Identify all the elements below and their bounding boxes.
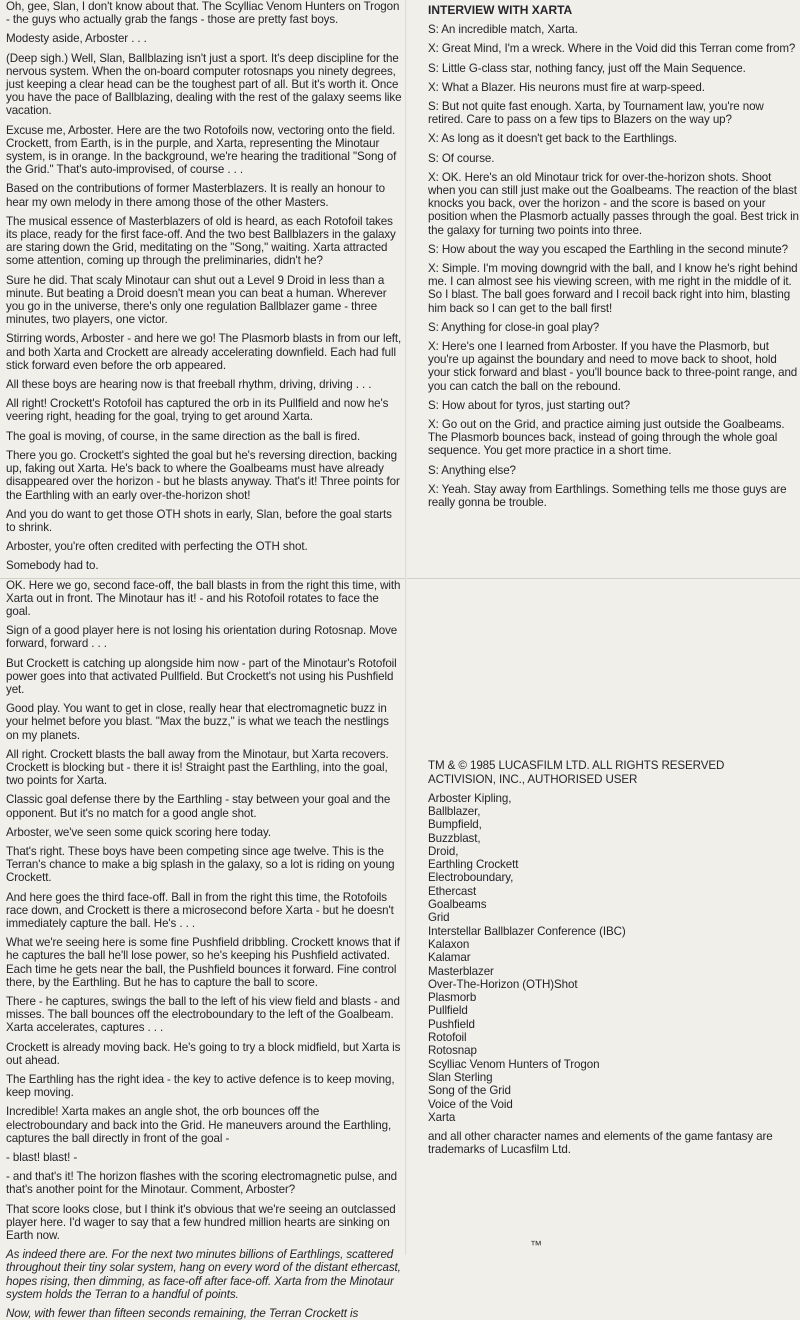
commentary-paragraph: - blast! blast! -: [6, 1151, 78, 1165]
trademark-item: Pullfield: [428, 1004, 468, 1018]
commentary-paragraph: The goal is moving, of course, in the same direction as the ball is fired.: [6, 429, 361, 443]
interview-column: [428, 0, 800, 1255]
trademark-item: Slan Sterling: [428, 1070, 493, 1084]
commentary-paragraph: Based on the contributions of former Masterblazers. It is really an honour to hear my own melody in there among those of the other Masters.: [6, 182, 385, 209]
commentary-paragraph: Excuse me, Arboster. Here are the two Rotofoils now, vectoring onto the field. Crockett, from Earth, is in the purple, and Xarta, representing the Minotaur system, is in orange. In the background, we're hearing the traditional "Song of the Grid." That's auto-improvised, of course . . .: [6, 123, 397, 177]
trademark-item: Scylliac Venom Hunters of Trogon: [428, 1057, 600, 1071]
copyright-block: [428, 759, 800, 1156]
trademark-item: Earthling Crockett: [428, 858, 519, 872]
commentary-paragraph: Oh, gee, Slan, I don't know about that. The Scylliac Venom Hunters on Trogon - the guys who actually grab the fangs - those are pretty fast boys.: [6, 0, 400, 27]
trademark-list: [428, 792, 800, 1124]
trademark-item: Kalamar: [428, 951, 471, 965]
commentary-paragraph: Sign of a good player here is not losing his orientation during Rotosnap. Move forward, forward . . .: [6, 624, 398, 651]
interview-paragraph: S: But not quite fast enough. Xarta, by Tournament law, you're now retired. Care to pass on a few tips to Blazers on the way up?: [428, 100, 764, 127]
trademark-item: Droid,: [428, 844, 459, 858]
interview-paragraph: X: Great Mind, I'm a wreck. Where in the Void did this Terran come from?: [428, 42, 796, 56]
footer-trademark-mark: ™: [530, 1238, 542, 1252]
final-partial-paragraph: Now, with fewer than fifteen seconds remaining, the Terran Crockett is: [6, 1307, 359, 1320]
commentary-paragraph: There - he captures, swings the ball to the left of his view field and blasts - and misses. The ball bounces off the electroboundary to the left of the Goalbeam. Xarta accelerates, captures . . .: [6, 995, 400, 1035]
copyright-line-1: TM & © 1985 LUCASFILM LTD. ALL RIGHTS RESERVED: [428, 759, 725, 773]
trademark-item: Interstellar Ballblazer Conference (IBC): [428, 924, 626, 938]
trademark-closing: and all other character names and elements of the game fantasy are trademarks of Lucasfilm Ltd.: [428, 1130, 773, 1157]
interview-paragraph: X: Here's one I learned from Arboster. If you have the Plasmorb, but you're up against the boundary and need to move back to shoot, hold your stick forward and blast - you'll bounce back to three-point range, and you can catch the ball on the rebound.: [428, 340, 798, 393]
commentary-paragraph: (Deep sigh.) Well, Slan, Ballblazing isn't just a sport. It's deep discipline for the nervous system. When the on-board computer rotosnaps you ninety degrees, just keeping a clear head can be the toughest part of all. But it's worth it. Once you have the pace of Ballblazing, dealing with the rest of the galaxy seems like vacation.: [6, 51, 402, 118]
interview-paragraph: S: Little G-class star, nothing fancy, just off the Main Sequence.: [428, 61, 746, 75]
copyright-line-2: ACTIVISION, INC., AUTHORISED USER: [428, 772, 638, 786]
interview-paragraph: S: An incredible match, Xarta.: [428, 23, 578, 37]
commentary-paragraph: Arboster, you're often credited with perfecting the OTH shot.: [6, 540, 308, 554]
italic-paragraph: As indeed there are. For the next two minutes billions of Earthlings, scattered throughout their tiny solar system, hang on every word of the distant ethercast, hopes rising, then dimming, as face-off after face-off. Xarta from the Minotaur system holds the Terran to a handful of points.: [6, 1248, 401, 1301]
commentary-paragraph: And here goes the third face-off. Ball in from the right this time, the Rotofoils race down, and Crockett is there a microsecond before Xarta - but he doesn't immediately capture the ball. He's . . .: [6, 890, 394, 930]
trademark-item: Song of the Grid: [428, 1084, 511, 1098]
commentary-paragraph: Classic goal defense there by the Earthling - stay between your goal and the opponent. But it's no match for a good angle shot.: [6, 793, 391, 820]
commentary-column: [6, 0, 404, 1320]
commentary-paragraph: Modesty aside, Arboster . . .: [6, 32, 147, 46]
column-fold: [405, 0, 407, 1255]
trademark-item: Buzzblast,: [428, 831, 481, 845]
trademark-item: Bumpfield,: [428, 818, 482, 832]
interview-paragraph: S: How about the way you escaped the Earthling in the second minute?: [428, 242, 788, 256]
commentary-paragraph: All right. Crockett blasts the ball away from the Minotaur, but Xarta recovers. Crockett is blocking but - there it is! Straight past the Earthling, into the goal, two points for Xarta.: [6, 747, 389, 788]
commentary-paragraph: The Earthling has the right idea - the key to active defence is to keep moving, keep moving.: [6, 1073, 395, 1100]
trademark-item: Rotofoil: [428, 1031, 467, 1045]
commentary-paragraph: OK. Here we go, second face-off, the ball blasts in from the right this time, with Xarta out in front. The Minotaur has it! - and his Rotofoil rotates to face the goal.: [6, 578, 401, 618]
interview-paragraph: X: OK. Here's an old Minotaur trick for over-the-horizon shots. Shoot when you can still just make out the Goalbeams. The reaction of the blast knocks you back, over the horizon - and the score is based on your position when the Plasmorb actually passes through the goal. Best trick in the galaxy for turning two points into three.: [428, 170, 799, 237]
interview-paragraph: X: As long as it doesn't get back to the Earthlings.: [428, 132, 678, 146]
trademark-item: Ethercast: [428, 884, 477, 898]
trademark-item: Plasmorb: [428, 991, 477, 1005]
interview-paragraph: X: What a Blazer. His neurons must fire at warp-speed.: [428, 80, 705, 94]
trademark-item: Electroboundary,: [428, 871, 514, 885]
interview-paragraph: S: Anything else?: [428, 463, 516, 477]
trademark-item: Kalaxon: [428, 937, 470, 951]
commentary-paragraph: Arboster, we've seen some quick scoring here today.: [6, 825, 271, 839]
commentary-paragraph: What we're seeing here is some fine Pushfield dribbling. Crockett knows that if he captures the ball he'll lose power, so he's keeping his Pushfield activated. Each time he gets near the ball, the Pushfield bounces it forward. Fine control there, by the Earthling. But he has to capture the ball to score.: [6, 936, 400, 989]
commentary-paragraph: There you go. Crockett's sighted the goal but he's reversing direction, backing up, faking out Xarta. He's back to where the Goalbeams must have already disappeared over the horizon - but he blasts anyway. That's it! Three points for the Earthling with an early over-the-horizon shot!: [6, 448, 400, 502]
trademark-item: Over-The-Horizon (OTH)Shot: [428, 977, 578, 991]
trademark-item: Masterblazer: [428, 964, 494, 978]
commentary-paragraph: And you do want to get those OTH shots in early, Slan, before the goal starts to shrink.: [6, 507, 392, 534]
trademark-item: Xarta: [428, 1110, 456, 1124]
trademark-item: Grid: [428, 911, 450, 925]
commentary-paragraph: Somebody had to.: [6, 559, 99, 573]
trademark-item: Ballblazer,: [428, 805, 481, 818]
commentary-paragraph: Sure he did. That scaly Minotaur can shut out a Level 9 Droid in less than a minute. But beating a Droid doesn't mean you can beat a human. Wherever you go in the universe, there's only one regulation Ballblazer game - three minutes, two players, one victor.: [6, 273, 387, 327]
commentary-paragraph: But Crockett is catching up alongside him now - part of the Minotaur's Rotofoil power goes into that activated Pullfield. But Crockett's not using his Pushfield yet.: [6, 656, 397, 696]
interview-paragraph: X: Simple. I'm moving downgrid with the ball, and I know he's right behind me. I can almost see his viewing screen, with me right in the middle of it. So I blast. The ball goes forward and I recoil back right into him, blasting him back so I can get to the ball first!: [428, 262, 798, 315]
trademark-item: Voice of the Void: [428, 1097, 513, 1111]
commentary-paragraph: Good play. You want to get in close, really hear that electromagnetic buzz in your helmet before you blast. "Max the buzz," is what we teach the nestlings on my planets.: [6, 702, 389, 742]
commentary-paragraph: The musical essence of Masterblazers of old is heard, as each Rotofoil takes its place, ready for the first face-off. And the two best Ballblazers in the galaxy are staring down the Grid, meditating on the "Song," waiting. Xarta attracted some attention, coming up through the preliminaries, didn't he?: [6, 214, 396, 268]
commentary-paragraphs: [6, 0, 404, 1242]
blank-space: [428, 515, 800, 759]
commentary-paragraph: Incredible! Xarta makes an angle shot, the orb bounces off the electroboundary and back into the Grid. He maneuvers around the Earthling, captures the ball directly in front of the goal -: [6, 1105, 392, 1145]
trademark-item: Rotosnap: [428, 1044, 477, 1058]
interview-paragraph: S: How about for tyros, just starting out?: [428, 398, 631, 412]
interview-paragraph: X: Go out on the Grid, and practice aiming just outside the Goalbeams. The Plasmorb bounces back, instead of going through the whole goal sequence. You get more practice in a short time.: [428, 418, 785, 458]
commentary-paragraph: Stirring words, Arboster - and here we go! The Plasmorb blasts in from our left, and both Xarta and Crockett are already accelerating downfield. Each had full stick forward even before the orb appeared.: [6, 332, 402, 372]
interview-paragraph: S: Of course.: [428, 151, 495, 165]
interview-paragraphs: [428, 23, 800, 509]
trademark-item: Arboster Kipling,: [428, 791, 512, 805]
interview-heading: INTERVIEW WITH XARTA: [428, 3, 573, 17]
trademark-item: Goalbeams: [428, 898, 487, 912]
interview-paragraph: S: Anything for close-in goal play?: [428, 320, 600, 334]
interview-paragraph: X: Yeah. Stay away from Earthlings. Something tells me those guys are really gonna be trouble.: [428, 482, 787, 510]
commentary-paragraph: All right! Crockett's Rotofoil has captured the orb in its Pullfield and now he's veering right, heading for the goal, trying to get around Xarta.: [6, 397, 389, 424]
commentary-paragraph: Crockett is already moving back. He's going to try a block midfield, but Xarta is out ahead.: [6, 1040, 401, 1067]
commentary-paragraph: - and that's it! The horizon flashes with the scoring electromagnetic pulse, and that's another point for the Minotaur. Comment, Arboster?: [6, 1170, 397, 1197]
commentary-paragraph: All these boys are hearing now is that freeball rhythm, driving, driving . . .: [6, 378, 372, 392]
commentary-paragraph: That score looks close, but I think it's obvious that we're seeing an outclassed player here. I'd wager to say that a few hundred million hearts are sinking on Earth now.: [6, 1202, 396, 1243]
commentary-paragraph: That's right. These boys have been competing since age twelve. This is the Terran's chance to make a big splash in the galaxy, so a lot is riding on young Crockett.: [6, 844, 395, 885]
trademark-item: Pushfield: [428, 1017, 475, 1031]
